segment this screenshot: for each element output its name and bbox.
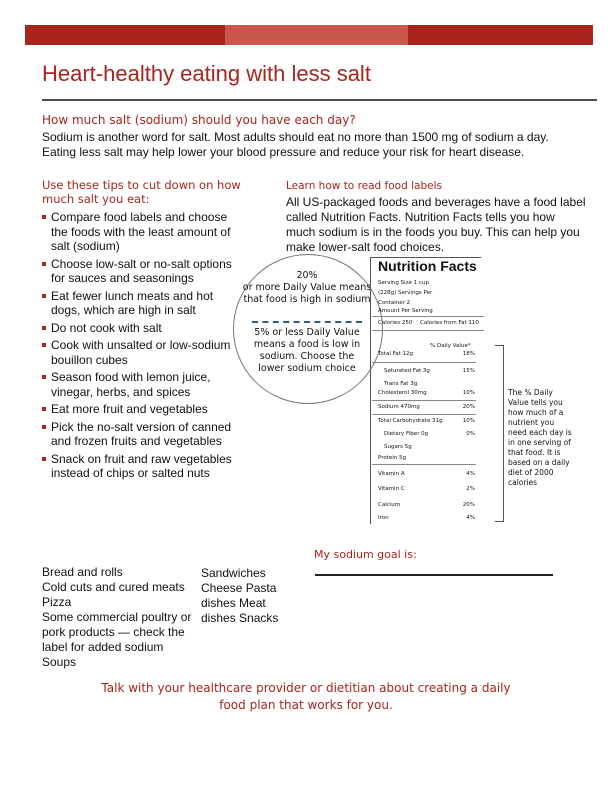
serving-size: Serving Size 1 cup <box>378 280 429 286</box>
intro-line: Eating less salt may help lower your blood pressure and reduce your risk for heart disease. <box>42 145 525 159</box>
dietary-fiber: Dietary Fiber 0g <box>384 431 429 437</box>
vitamin-a-pct: 4% <box>466 471 475 477</box>
tip-text: Pick the no-salt version of canned and frozen fruits and vegetables <box>51 419 232 448</box>
vitamin-c-pct: 2% <box>466 486 475 492</box>
protein: Protein 5g <box>378 455 407 461</box>
food-item: Soups <box>42 655 77 669</box>
calories-from-fat: Calories from Fat 110 <box>420 320 479 326</box>
calories: Calories 250 <box>378 320 413 326</box>
tip-text: Choose low-salt or no-salt options for sauces and seasonings <box>51 256 232 285</box>
calcium: Calcium <box>378 502 401 508</box>
nutrition-rule <box>372 316 484 317</box>
tip-item <box>42 452 242 481</box>
daily-value-header: % Daily Value* <box>430 343 471 349</box>
tip-text: Season food with lemon juice, vinegar, herbs, and spices <box>51 370 211 399</box>
nutrition-rule <box>372 400 476 401</box>
tip-text: Eat fewer lunch meats and hot dogs, which are high in salt <box>51 288 214 317</box>
cholesterol: Cholesterol 30mg <box>378 390 427 396</box>
high-text: or more Daily Value means that food is high in sodium <box>242 282 372 305</box>
sodium: Sodium 470mg <box>378 404 420 410</box>
saturated-fat: Saturated Fat 3g <box>384 368 430 374</box>
high-sodium-foods-right <box>201 566 291 626</box>
call-to-action: Talk with your healthcare provider or dietitian about creating a daily food plan that works for you. <box>101 681 511 712</box>
bullet-icon <box>42 407 46 411</box>
tip-item <box>42 257 242 286</box>
iron-pct: 4% <box>466 515 475 521</box>
daily-value-note: The % Daily Value tells you how much of a nutrient you need each day is in one serving of that food. It is based on a daily diet of 2000 calories <box>508 388 572 487</box>
title-divider <box>42 99 597 101</box>
dashed-divider <box>252 321 362 323</box>
header-bar-accent <box>225 25 408 45</box>
sodium-pct: 20% <box>462 404 475 410</box>
bullet-icon <box>42 262 46 266</box>
bullet-icon <box>42 425 46 429</box>
cholesterol-pct: 10% <box>462 390 475 396</box>
vitamin-a: Vitamin A <box>378 471 405 477</box>
tip-item <box>42 210 242 254</box>
food-item: Sandwiches <box>201 566 266 580</box>
food-item: Cheese Pasta dishes Meat dishes Snacks <box>201 581 279 625</box>
food-item: Bread and rolls <box>42 565 123 579</box>
total-carbohydrate: Total Carbohydrate 31g <box>378 418 443 424</box>
bullet-icon <box>42 375 46 379</box>
calcium-pct: 20% <box>462 502 475 508</box>
tip-text: Snack on fruit and raw vegetables instead of chips or salted nuts <box>51 451 232 480</box>
nutrition-rule <box>372 464 476 465</box>
sugars: Sugars 5g <box>384 444 412 450</box>
tips-heading: Use these tips to cut down on how much salt you eat: <box>42 178 241 206</box>
amount-per-serving: Amount Per Serving <box>378 308 433 314</box>
dietary-fiber-pct: 0% <box>466 431 475 437</box>
nutrition-facts-title: Nutrition Facts <box>378 258 477 274</box>
total-fat: Total Fat 12g <box>378 351 414 357</box>
tip-item <box>42 338 242 367</box>
sodium-goal-line <box>315 574 553 576</box>
iron: Iron <box>378 515 389 521</box>
nutrition-rule <box>372 414 476 415</box>
bullet-icon <box>42 215 46 219</box>
food-item: Some commercial poultry or pork products — check the label for added sodium <box>42 610 192 654</box>
tips-list <box>42 210 242 484</box>
servings-per: (228g) Servings Per <box>378 290 433 296</box>
bullet-icon <box>42 294 46 298</box>
food-item: Cold cuts and cured meats Pizza <box>42 580 185 609</box>
daily-value-bracket <box>495 345 504 522</box>
low-sodium-callout: 5% or less Daily Value means a food is low in sodium. Choose the lower sodium choice <box>253 327 361 374</box>
tip-item <box>42 370 242 399</box>
bullet-icon <box>42 326 46 330</box>
high-sodium-foods-left <box>42 565 200 670</box>
servings-container: Container 2 <box>378 300 411 306</box>
intro-line: Sodium is another word for salt. Most adults should eat no more than 1500 mg of sodium a day. <box>42 130 549 144</box>
sodium-question: How much salt (sodium) should you have each day? <box>42 113 356 127</box>
tip-item <box>42 402 242 417</box>
carbohydrate-pct: 10% <box>462 418 475 424</box>
tip-text: Compare food labels and choose the foods with the least amount of salt (sodium) <box>51 210 231 253</box>
bullet-icon <box>42 343 46 347</box>
vitamin-c: Vitamin C <box>378 486 405 492</box>
page-title: Heart-healthy eating with less salt <box>42 61 371 86</box>
total-fat-pct: 18% <box>462 351 475 357</box>
tip-item <box>42 289 242 318</box>
tip-item <box>42 420 242 449</box>
sodium-goal-label: My sodium goal is: <box>314 548 417 561</box>
trans-fat: Trans Fat 3g <box>384 381 418 387</box>
nutrition-rule <box>372 330 484 331</box>
high-pct: 20% <box>296 270 318 281</box>
nutrition-rule <box>372 362 476 363</box>
tip-item <box>42 321 242 336</box>
intro-paragraph <box>42 130 587 160</box>
high-sodium-callout <box>238 270 376 306</box>
labels-paragraph: All US-packaged foods and beverages have a food label called Nutrition Facts. Nutrition Facts tells you how much sodium is in the foods you buy. This can help you make lower-salt food choices. <box>286 195 586 254</box>
tip-text: Eat more fruit and vegetables <box>51 402 208 416</box>
saturated-fat-pct: 15% <box>462 368 475 374</box>
bullet-icon <box>42 457 46 461</box>
tip-text: Cook with unsalted or low-sodium bouillon cubes <box>51 338 231 367</box>
labels-heading: Learn how to read food labels <box>286 180 442 192</box>
tip-text: Do not cook with salt <box>51 320 162 335</box>
